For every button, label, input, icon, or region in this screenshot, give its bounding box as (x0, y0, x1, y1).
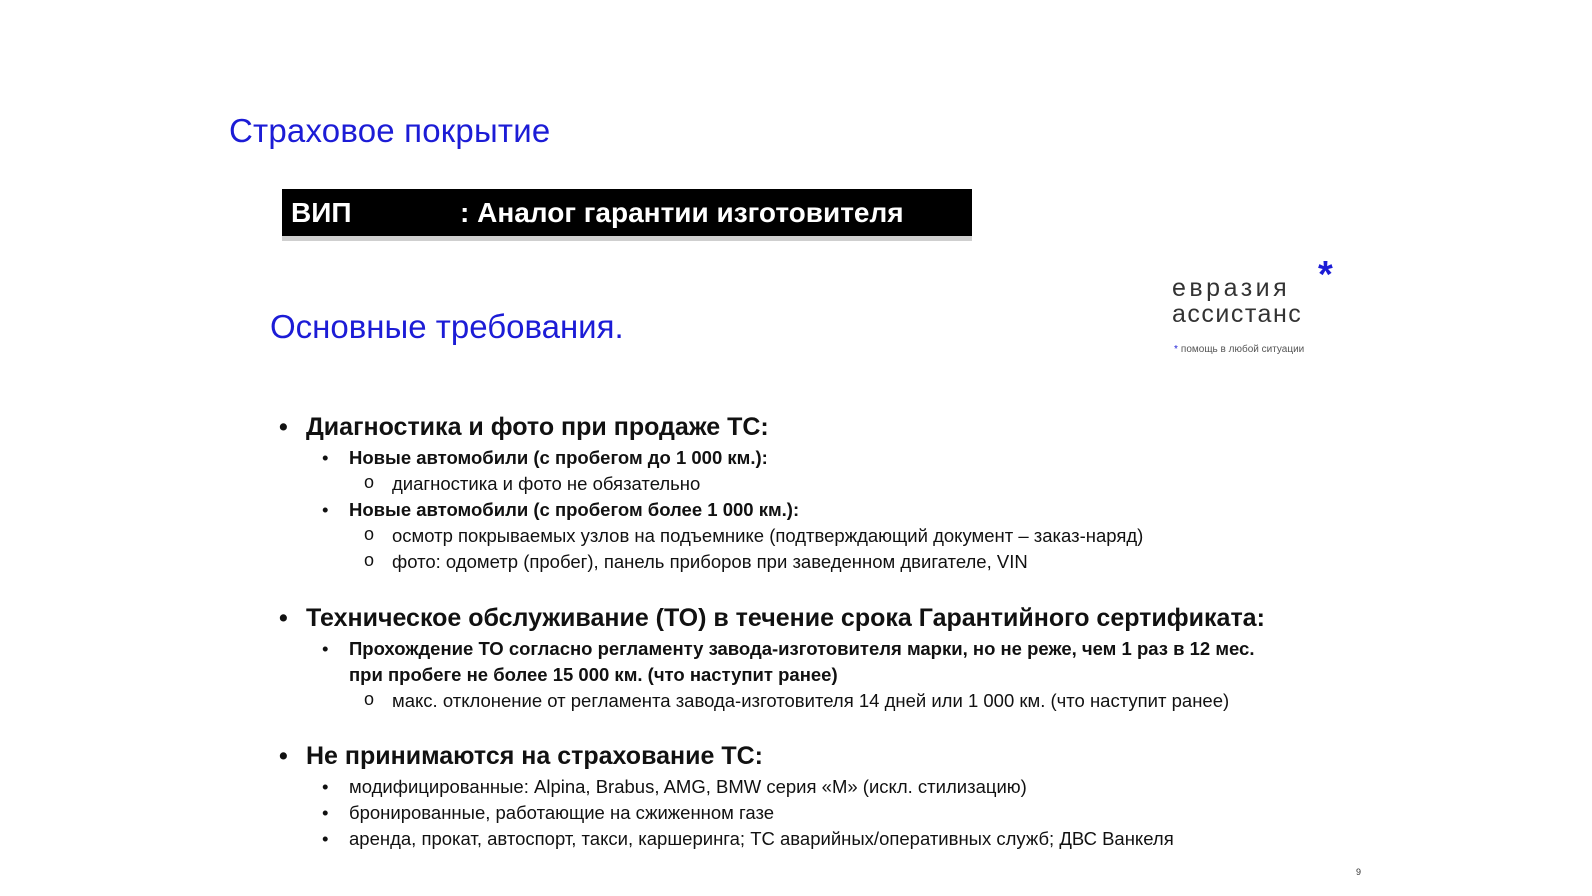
list-item-text: Новые автомобили (с пробегом до 1 000 км.): (349, 447, 768, 468)
circle-bullet-icon: o (364, 550, 375, 570)
section-title: Основные требования. (270, 308, 624, 345)
logo-line-1: евразия (1172, 274, 1291, 302)
list-item-text: при пробеге не более 15 000 км. (что наступит ранее) (349, 664, 838, 685)
bullet-icon: • (279, 604, 288, 632)
list-item-text: Не принимаются на страхование ТС: (306, 742, 763, 770)
list-item-text: модифицированные: Alpina, Brabus, AMG, BMW серия «М» (искл. стилизацию) (349, 776, 1027, 797)
list-item-text: аренда, прокат, автоспорт, такси, каршеринга; ТС аварийных/оперативных служб; ДВС Ванкеля (349, 828, 1174, 849)
program-description: : Аналог гарантии изготовителя (460, 197, 904, 228)
logo-tagline (1174, 344, 1304, 355)
list-item (322, 499, 800, 521)
tagline-text: помощь в любой ситуации (1180, 344, 1305, 355)
list-item-text: Техническое обслуживание (ТО) в течение срока Гарантийного сертификата: (306, 604, 1265, 632)
program-name: ВИП (291, 197, 352, 228)
list-item (279, 742, 763, 771)
list-item (364, 550, 1028, 573)
list-item-text: фото: одометр (пробег), панель приборов при заведенном двигателе, VIN (392, 551, 1028, 572)
list-item (364, 689, 1230, 712)
list-item-text: Диагностика и фото при продаже ТС: (306, 413, 769, 441)
list-item-text: макс. отклонение от регламента завода-изготовителя 14 дней или 1 000 км. (что наступит ранее) (392, 690, 1230, 711)
page-number: 9 (1356, 867, 1362, 877)
list-item (322, 802, 775, 824)
circle-bullet-icon: o (364, 472, 375, 492)
list-item-text: бронированные, работающие на сжиженном газе (349, 802, 775, 823)
list-item-continuation (349, 664, 838, 686)
list-item (364, 472, 701, 495)
list-item (279, 413, 769, 442)
program-banner (282, 189, 972, 241)
bullet-icon: • (322, 499, 329, 520)
bullet-icon: • (279, 413, 288, 441)
list-item-text: осмотр покрываемых узлов на подъемнике (подтверждающий документ – заказ-наряд) (392, 525, 1144, 546)
bullet-icon: • (322, 828, 329, 849)
circle-bullet-icon: o (364, 524, 375, 544)
list-item (322, 447, 768, 469)
list-item (322, 828, 1174, 850)
list-item-text: Новые автомобили (с пробегом более 1 000 км.): (349, 499, 800, 520)
asterisk-icon: * (1318, 254, 1333, 296)
logo-line-2: ассистанс (1172, 300, 1303, 328)
circle-bullet-icon: o (364, 689, 375, 709)
company-logo (1172, 254, 1347, 362)
bullet-icon: • (322, 638, 329, 659)
list-item-text: Прохождение ТО согласно регламенту завода-изготовителя марки, но не реже, чем 1 раз в 12 мес. (349, 638, 1255, 659)
list-item-text: диагностика и фото не обязательно (392, 473, 701, 494)
bullet-icon: • (322, 447, 329, 468)
list-item (322, 638, 1255, 660)
list-item (364, 524, 1144, 547)
bullet-icon: • (322, 776, 329, 797)
list-item (322, 776, 1027, 798)
bullet-icon: • (279, 742, 288, 770)
slide-title: Страховое покрытие (229, 112, 551, 149)
small-asterisk-icon: * (1174, 344, 1178, 355)
bullet-icon: • (322, 802, 329, 823)
list-item (279, 604, 1265, 633)
